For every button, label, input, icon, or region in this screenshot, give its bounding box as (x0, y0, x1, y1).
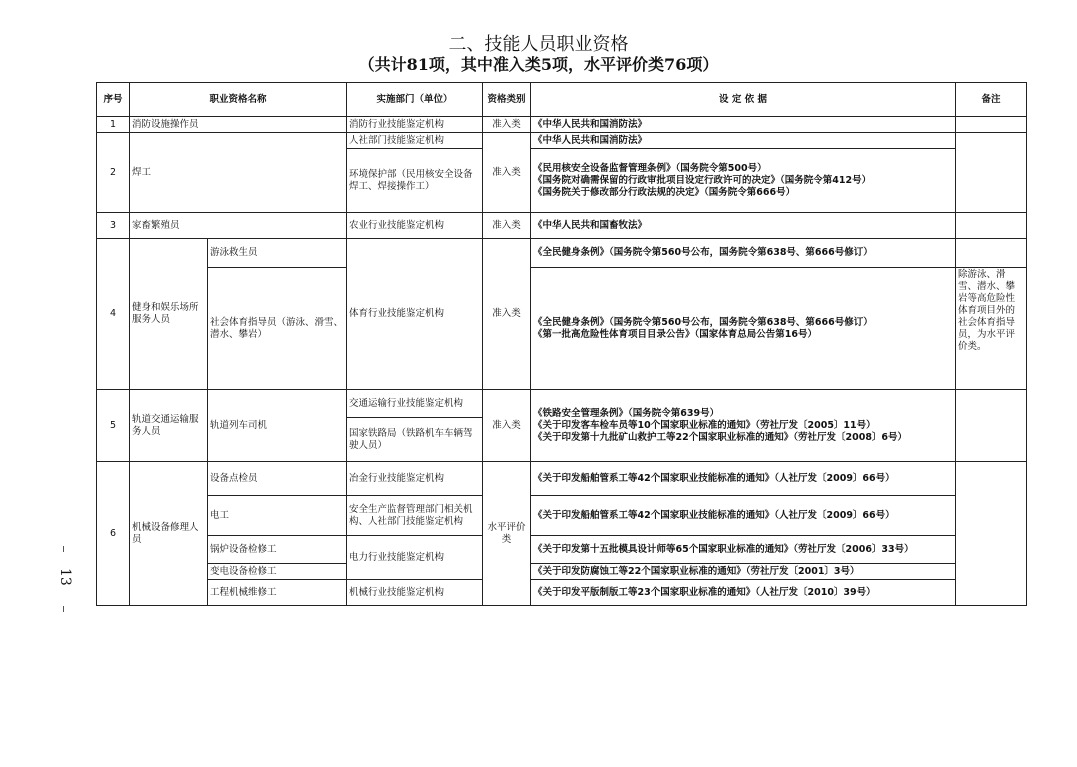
cell-subname: 社会体育指导员（游泳、滑雪、潜水、攀岩） (208, 268, 347, 390)
cell-basis (531, 213, 956, 239)
basis-doc: 《全民健身条例》（国务院令第560号公布，国务院令第638号、第666号修订） (533, 316, 873, 328)
basis-doc: 《关于印发船舶管系工等42个国家职业技能标准的通知》（人社厅发〔2009〕66号） (533, 509, 895, 521)
cell-basis (531, 536, 956, 564)
cell-category: 水平评价类 (483, 462, 531, 606)
cell-category: 准入类 (483, 390, 531, 462)
basis-doc: 《国务院对确需保留的行政审批项目设定行政许可的决定》（国务院令第412号） (533, 174, 872, 186)
cell-group: 轨道交通运输服务人员 (130, 390, 208, 462)
cell-basis (531, 149, 956, 213)
margin-mark (63, 606, 64, 612)
cell-subname: 工程机械维修工 (208, 580, 347, 606)
cell-dept: 环境保护部（民用核安全设备焊工、焊接操作工） (347, 149, 483, 213)
cell-dept: 电力行业技能鉴定机构 (347, 536, 483, 580)
cell-name: 家畜繁殖员 (130, 213, 347, 239)
cell-basis (531, 496, 956, 536)
header-remark: 备注 (956, 83, 1027, 117)
cell-seq: 5 (97, 390, 130, 462)
cell-category: 准入类 (483, 117, 531, 133)
basis-doc: 《关于印发第十九批矿山救护工等22个国家职业标准的通知》（劳社厅发〔2008〕6号） (533, 431, 908, 443)
basis-doc: 《第一批高危险性体育项目目录公告》（国家体育总局公告第16号） (533, 328, 817, 340)
basis-doc: 《中华人民共和国消防法》 (533, 134, 648, 146)
cell-name: 焊工 (130, 133, 347, 213)
cell-category: 准入类 (483, 239, 531, 390)
cell-basis (531, 117, 956, 133)
cell-remark: 除游泳、滑雪、潜水、攀岩等高危险性体育项目外的社会体育指导员，为水平评价类。 (956, 268, 1027, 390)
cell-dept: 冶金行业技能鉴定机构 (347, 462, 483, 496)
cell-remark (956, 117, 1027, 133)
margin-mark (63, 546, 64, 552)
table-row (97, 268, 1027, 390)
basis-doc: 《中华人民共和国消防法》 (533, 118, 648, 130)
basis-doc: 《民用核安全设备监督管理条例》（国务院令第500号） (533, 162, 767, 174)
table-row (97, 390, 1027, 418)
cell-subname: 锅炉设备检修工 (208, 536, 347, 564)
cell-dept: 人社部门技能鉴定机构 (347, 133, 483, 149)
header-category: 资格类别 (483, 83, 531, 117)
cell-basis (531, 268, 956, 390)
basis-doc: 《铁路安全管理条例》（国务院令第639号） (533, 407, 720, 419)
table-row (97, 496, 1027, 536)
header-name: 职业资格名称 (130, 83, 347, 117)
cell-subname: 变电设备检修工 (208, 564, 347, 580)
basis-doc: 《关于印发船舶管系工等42个国家职业技能标准的通知》（人社厅发〔2009〕66号） (533, 472, 895, 484)
cell-dept: 体育行业技能鉴定机构 (347, 239, 483, 390)
cell-group: 机械设备修理人员 (130, 462, 208, 606)
cell-remark (956, 239, 1027, 268)
page-title: 二、技能人员职业资格 (448, 34, 629, 55)
cell-basis (531, 580, 956, 606)
basis-doc: 《关于印发第十五批模具设计师等65个国家职业标准的通知》（劳社厅发〔2006〕33号） (533, 543, 914, 555)
qualification-table (96, 82, 1027, 606)
cell-group: 健身和娱乐场所服务人员 (130, 239, 208, 390)
cell-remark (956, 462, 1027, 606)
table-row (97, 133, 1027, 149)
table-row (97, 564, 1027, 580)
table-row (97, 462, 1027, 496)
cell-dept: 机械行业技能鉴定机构 (347, 580, 483, 606)
cell-category: 准入类 (483, 213, 531, 239)
cell-remark (956, 213, 1027, 239)
table-row (97, 239, 1027, 268)
basis-doc: 《中华人民共和国畜牧法》 (533, 219, 648, 231)
cell-basis (531, 133, 956, 149)
basis-doc: 《关于印发平版制版工等23个国家职业标准的通知》（人社厅发〔2010〕39号） (533, 586, 876, 598)
cell-seq: 1 (97, 117, 130, 133)
cell-name: 消防设施操作员 (130, 117, 347, 133)
cell-remark (956, 133, 1027, 213)
cell-remark (956, 390, 1027, 462)
cell-category: 准入类 (483, 133, 531, 213)
cell-subname: 设备点检员 (208, 462, 347, 496)
cell-subname: 轨道列车司机 (208, 390, 347, 462)
cell-dept: 农业行业技能鉴定机构 (347, 213, 483, 239)
header-basis: 设 定 依 据 (531, 83, 956, 117)
table-row (97, 117, 1027, 133)
cell-seq: 4 (97, 239, 130, 390)
cell-basis (531, 564, 956, 580)
cell-dept: 国家铁路局（铁路机车车辆驾驶人员） (347, 418, 483, 462)
cell-dept: 交通运输行业技能鉴定机构 (347, 390, 483, 418)
basis-doc: 《国务院关于修改部分行政法规的决定》（国务院令第666号） (533, 186, 796, 198)
cell-basis (531, 462, 956, 496)
table-header-row (97, 83, 1027, 117)
cell-basis (531, 239, 956, 268)
page-subtitle: （共计81项，其中准入类5项，水平评价类76项） (358, 55, 719, 74)
header-dept: 实施部门（单位） (347, 83, 483, 117)
cell-seq: 2 (97, 133, 130, 213)
cell-dept: 消防行业技能鉴定机构 (347, 117, 483, 133)
cell-seq: 6 (97, 462, 130, 606)
basis-doc: 《全民健身条例》（国务院令第560号公布，国务院令第638号、第666号修订） (533, 247, 873, 258)
table-row (97, 536, 1027, 564)
cell-seq: 3 (97, 213, 130, 239)
cell-dept: 安全生产监督管理部门相关机构、人社部门技能鉴定机构 (347, 496, 483, 536)
header-seq: 序号 (97, 83, 130, 117)
page-number: 13 (57, 568, 73, 586)
basis-doc: 《关于印发客车检车员等10个国家职业标准的通知》（劳社厅发〔2005〕11号） (533, 419, 876, 431)
table-row (97, 213, 1027, 239)
cell-basis (531, 390, 956, 462)
basis-doc: 《关于印发防腐蚀工等22个国家职业标准的通知》（劳社厅发〔2001〕3号） (533, 565, 860, 577)
cell-subname: 游泳救生员 (208, 239, 347, 268)
cell-subname: 电工 (208, 496, 347, 536)
table-row (97, 580, 1027, 606)
